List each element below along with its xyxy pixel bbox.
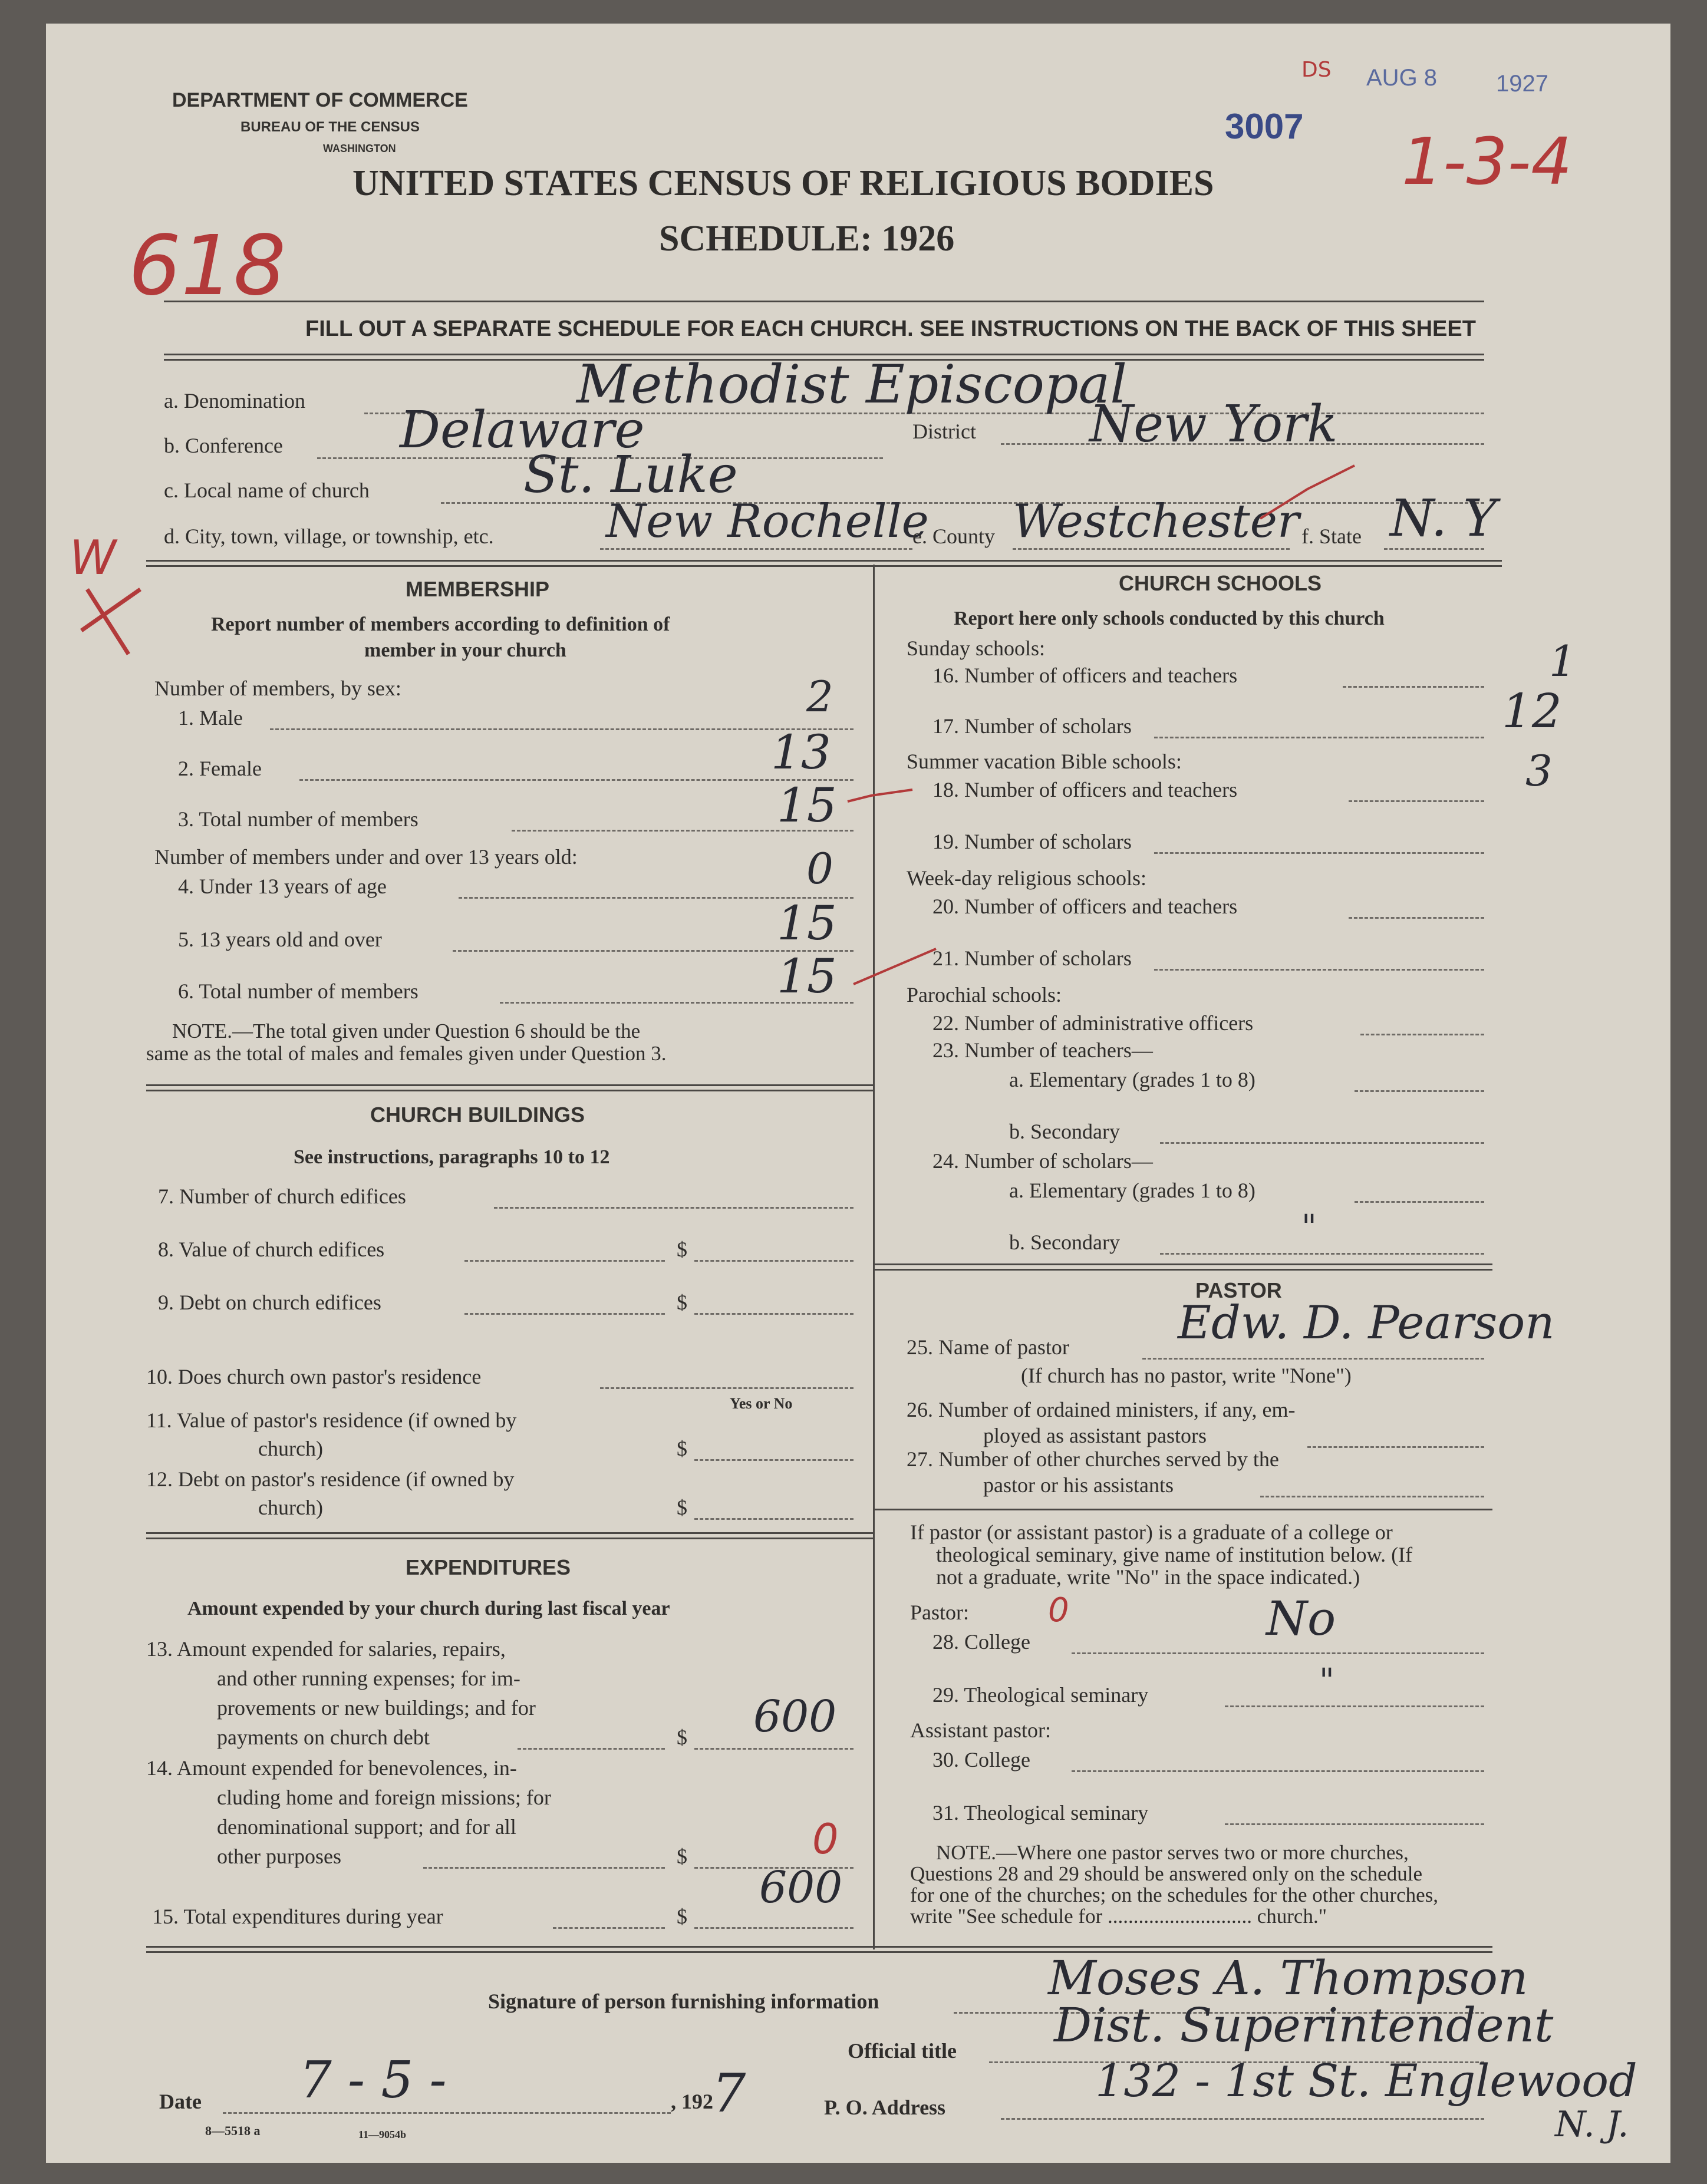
instruction-line: FILL OUT A SEPARATE SCHEDULE FOR EACH CHURCH. SEE INSTRUCTIONS ON THE BACK OF THIS SHEET <box>305 316 1476 341</box>
q9-dollar: $ <box>677 1291 687 1314</box>
expenditures-subheading: Amount expended by your church during last fiscal year <box>187 1598 670 1619</box>
census-schedule-sheet <box>46 24 1670 2163</box>
city-label: d. City, town, village, or township, etc. <box>164 524 494 548</box>
q27-label-2: pastor or his assistants <box>983 1473 1174 1497</box>
official-title-value[interactable]: Dist. Superintendent <box>1054 1998 1554 2053</box>
q26-label-1: 26. Number of ordained ministers, if any, em- <box>907 1398 1296 1421</box>
q29-value[interactable]: " <box>1319 1662 1334 1700</box>
local-name-value[interactable]: St. Luke <box>523 446 738 504</box>
pastor-subsection-label: Pastor: <box>910 1601 970 1624</box>
q21-label: 21. Number of scholars <box>932 946 1132 970</box>
q8-dollar: $ <box>677 1238 687 1261</box>
q19-label: 19. Number of scholars <box>932 830 1132 853</box>
q13-line-2: and other running expenses; for im- <box>217 1667 520 1690</box>
year-prefix: , 192 <box>671 2090 713 2113</box>
q11-label-2: church) <box>258 1437 323 1460</box>
membership-heading: MEMBERSHIP <box>406 577 550 601</box>
po-address-value-2[interactable]: N. J. <box>1555 2104 1629 2145</box>
grad-note-1: If pastor (or assistant pastor) is a graduate of a college or <box>910 1520 1393 1544</box>
q13-line-4: payments on church debt <box>217 1726 430 1749</box>
conference-label: b. Conference <box>164 434 283 457</box>
po-address-value[interactable]: 132 - 1st St. Englewood <box>1095 2054 1637 2107</box>
age-label: Number of members under and over 13 years old: <box>154 845 578 869</box>
bureau-label: BUREAU OF THE CENSUS <box>240 119 420 135</box>
pastor-note-2: Questions 28 and 29 should be answered only on the schedule <box>910 1862 1423 1885</box>
sunday-label: Sunday schools: <box>907 636 1046 660</box>
yes-no-hint: Yes or No <box>730 1395 793 1412</box>
q12-dollar: $ <box>677 1496 687 1519</box>
q16-value[interactable]: 1 <box>1549 636 1576 686</box>
red-check-marks <box>842 778 960 1002</box>
q29-label: 29. Theological seminary <box>932 1683 1149 1707</box>
official-title-label: Official title <box>848 2039 957 2063</box>
q1-value[interactable]: 2 <box>806 672 833 721</box>
district-label: District <box>912 420 976 443</box>
assistant-pastor-label: Assistant pastor: <box>910 1718 1051 1742</box>
q25-value[interactable]: Edw. D. Pearson <box>1178 1296 1555 1350</box>
q26-label-2: ployed as assistant pastors <box>983 1424 1207 1447</box>
date-label: Date <box>159 2090 202 2113</box>
po-address-label: P. O. Address <box>824 2096 946 2119</box>
membership-subheading-1: Report number of members according to definition of <box>211 613 670 635</box>
q17-label: 17. Number of scholars <box>932 714 1132 738</box>
pastor-heading: PASTOR <box>1195 1278 1282 1302</box>
q5-value[interactable]: 15 <box>777 896 837 951</box>
by-sex-label: Number of members, by sex: <box>154 677 401 700</box>
q13-value[interactable]: 600 <box>753 1691 837 1742</box>
schedule-title: SCHEDULE: 1926 <box>659 219 955 259</box>
q24a-label: a. Elementary (grades 1 to 8) <box>1009 1179 1255 1202</box>
q25-note: (If church has no pastor, write "None") <box>1021 1364 1352 1387</box>
q6-label: 6. Total number of members <box>178 979 418 1003</box>
q14-line-3: denominational support; and for all <box>217 1815 516 1839</box>
q17-value[interactable]: 12 <box>1502 684 1562 738</box>
pastor-note-1: NOTE.—Where one pastor serves two or more churches, <box>936 1841 1409 1864</box>
schools-heading: CHURCH SCHOOLS <box>1119 571 1322 595</box>
q14-line-4: other purposes <box>217 1845 341 1868</box>
grad-note-3: not a graduate, write "No" in the space indicated.) <box>936 1565 1360 1589</box>
q6-value[interactable]: 15 <box>777 949 837 1004</box>
county-label: e. County <box>912 524 995 548</box>
q20-label: 20. Number of officers and teachers <box>932 895 1238 918</box>
buildings-heading: CHURCH BUILDINGS <box>370 1103 585 1127</box>
district-value[interactable]: New York <box>1089 395 1338 454</box>
q2-value[interactable]: 13 <box>771 725 831 780</box>
city-value[interactable]: New Rochelle <box>606 495 929 548</box>
membership-note-2: same as the total of males and females given under Question 3. <box>146 1042 667 1065</box>
q7-label: 7. Number of church edifices <box>158 1185 406 1208</box>
q5-label: 5. 13 years old and over <box>178 928 382 951</box>
q15-label: 15. Total expenditures during year <box>152 1905 443 1928</box>
q24b-label: b. Secondary <box>1009 1230 1120 1254</box>
q4-value[interactable]: 0 <box>806 844 833 893</box>
q2-label: 2. Female <box>178 757 262 780</box>
form-number-2: 11—9054b <box>358 2129 407 2140</box>
local-name-label: c. Local name of church <box>164 479 370 502</box>
q15-dollar: $ <box>677 1905 687 1928</box>
date-value[interactable]: 7 - 5 - <box>299 2051 447 2110</box>
q11-dollar: $ <box>677 1437 687 1460</box>
grad-note-2: theological seminary, give name of institution below. (If <box>936 1543 1413 1566</box>
denomination-value[interactable]: Methodist Episcopal <box>576 354 1128 415</box>
q13-line-3: provements or new buildings; and for <box>217 1696 536 1720</box>
q14-line-1: 14. Amount expended for benevolences, in- <box>146 1756 517 1780</box>
q16-label: 16. Number of officers and teachers <box>932 664 1238 687</box>
signature-value[interactable]: Moses A. Thompson <box>1048 1951 1528 2005</box>
q23a-label: a. Elementary (grades 1 to 8) <box>1009 1068 1255 1091</box>
pastor-note-3: for one of the churches; on the schedules for the other churches, <box>910 1883 1439 1906</box>
q13-line-1: 13. Amount expended for salaries, repairs, <box>146 1637 506 1661</box>
q8-label: 8. Value of church edifices <box>158 1238 385 1261</box>
red-district-mark <box>1254 460 1360 524</box>
q31-label: 31. Theological seminary <box>932 1801 1149 1825</box>
parochial-label: Parochial schools: <box>907 983 1062 1007</box>
summer-label: Summer vacation Bible schools: <box>907 750 1182 773</box>
stamp-initials: DS <box>1301 58 1332 82</box>
q28-label: 28. College <box>932 1630 1030 1654</box>
q22-label: 22. Number of administrative officers <box>932 1011 1254 1035</box>
expenditures-heading: EXPENDITURES <box>406 1555 571 1579</box>
year-value[interactable]: 7 <box>712 2063 746 2124</box>
red-note-left: 618 <box>128 218 286 314</box>
q15-value[interactable]: 600 <box>759 1862 843 1913</box>
q13-dollar: $ <box>677 1726 687 1749</box>
buildings-subheading: See instructions, paragraphs 10 to 12 <box>294 1146 610 1168</box>
state-label: f. State <box>1301 524 1362 548</box>
q14-line-2: cluding home and foreign missions; for <box>217 1786 551 1809</box>
conference-value[interactable]: Delaware <box>400 401 645 460</box>
stamp-number: 3007 <box>1225 107 1304 146</box>
q24-label: 24. Number of scholars— <box>932 1149 1153 1173</box>
q25-label: 25. Name of pastor <box>907 1335 1069 1359</box>
q18-label: 18. Number of officers and teachers <box>932 778 1238 801</box>
q9-label: 9. Debt on church edifices <box>158 1291 381 1314</box>
q18-value[interactable]: 3 <box>1525 746 1553 796</box>
form-title: UNITED STATES CENSUS OF RELIGIOUS BODIES <box>352 163 1214 203</box>
q3-label: 3. Total number of members <box>178 807 418 831</box>
red-note-top: 1-3-4 <box>1402 124 1573 199</box>
q14-dollar: $ <box>677 1845 687 1868</box>
red-margin-mark: W <box>70 530 117 585</box>
q3-value[interactable]: 15 <box>777 778 837 833</box>
q10-label: 10. Does church own pastor's residence <box>146 1365 482 1388</box>
membership-note-1: NOTE.—The total given under Question 6 should be the <box>172 1020 641 1042</box>
denomination-label: a. Denomination <box>164 389 305 413</box>
schools-subheading: Report here only schools conducted by this church <box>954 608 1385 629</box>
city-label: WASHINGTON <box>323 143 396 154</box>
q12-label-1: 12. Debt on pastor's residence (if owned by <box>146 1467 515 1491</box>
q27-label-1: 27. Number of other churches served by the <box>907 1447 1279 1471</box>
pastor-note-4: write "See schedule for ............................ church." <box>910 1905 1327 1928</box>
red-cross-mark <box>75 578 152 660</box>
state-value[interactable]: N. Y <box>1390 489 1497 548</box>
q11-label-1: 11. Value of pastor's residence (if owned by <box>146 1408 517 1432</box>
q23-label: 23. Number of teachers— <box>932 1038 1153 1062</box>
q28-value[interactable]: No <box>1266 1591 1336 1646</box>
q1-label: 1. Male <box>178 706 243 730</box>
stamp-date: AUG 8 <box>1366 65 1438 91</box>
q4-label: 4. Under 13 years of age <box>178 875 387 898</box>
q30-label: 30. College <box>932 1748 1030 1771</box>
q14-value[interactable]: 0 <box>812 1815 839 1863</box>
department-label: DEPARTMENT OF COMMERCE <box>172 89 468 111</box>
pastor-red-mark: 0 <box>1048 1591 1069 1629</box>
membership-subheading-2: member in your church <box>364 639 566 661</box>
signature-label: Signature of person furnishing information <box>488 1990 879 2013</box>
q12-label-2: church) <box>258 1496 323 1519</box>
stamp-year: 1927 <box>1496 71 1548 97</box>
form-number: 8—5518 a <box>205 2123 261 2138</box>
q24b-value[interactable]: " <box>1301 1208 1317 1246</box>
county-value[interactable]: Westchester <box>1013 495 1300 548</box>
q23b-label: b. Secondary <box>1009 1120 1120 1143</box>
weekday-label: Week-day religious schools: <box>907 866 1147 890</box>
